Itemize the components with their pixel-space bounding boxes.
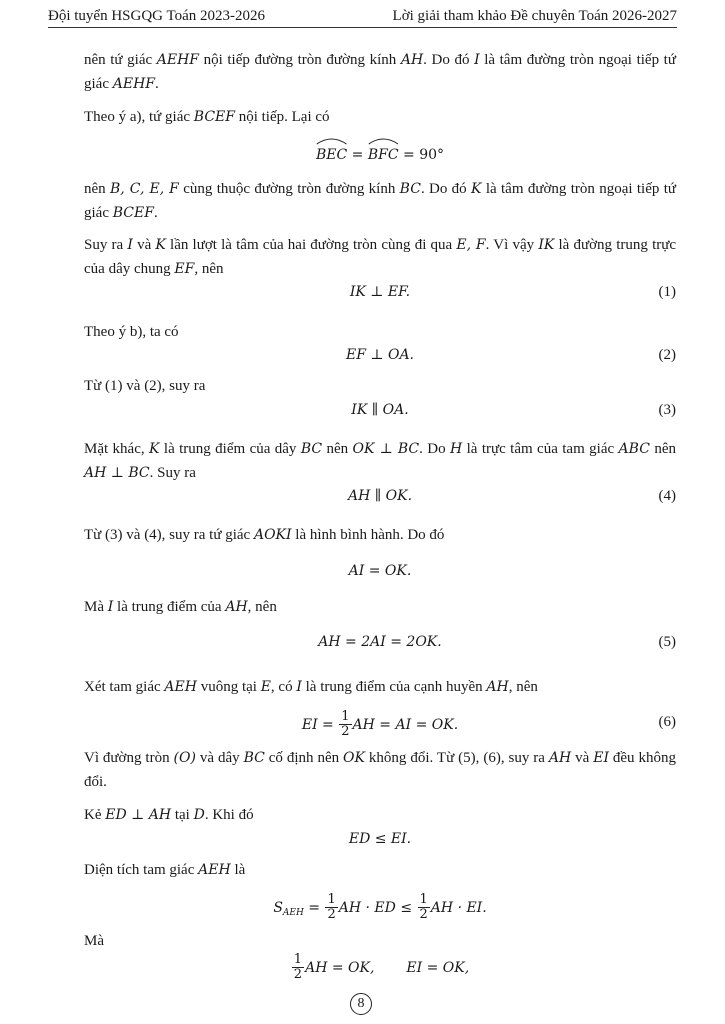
equation-number-2: (2) (658, 347, 676, 363)
page-header (48, 6, 677, 28)
paragraph-bcef-circle: nên B, C, E, F cùng thuộc đường tròn đường kính BC. Do đó K là tâm đường tròn ngoại tiếp tứ giác BCEF. (84, 181, 676, 221)
equation-5: AH = 2AI = 2OK. (5) (84, 630, 676, 654)
header-left-title: Đội tuyển HSGQG Toán 2023-2026 (48, 8, 265, 24)
header-right-title: Lời giải tham khảo Đề chuyên Toán 2026-2027 (392, 8, 677, 24)
angle-bec: BEC (316, 140, 347, 167)
equation-number-6: (6) (658, 714, 676, 730)
page-number: 8 (350, 993, 372, 1015)
fraction-one-half: $\frac{1}{2}$ (419, 892, 428, 922)
equation-1: IK ⊥ EF. (1) (84, 280, 676, 304)
equation-final: $\frac{1}{2}$ AH = OK, EI = OK, (293, 952, 470, 982)
equation-4: AH ∥ OK. (4) (84, 484, 676, 508)
paragraph-ma: Mà (84, 933, 104, 949)
equation-number-4: (4) (658, 488, 676, 504)
equation-ai-ok: AI = OK. (348, 563, 412, 579)
fraction-one-half: $\frac{1}{2}$ (327, 892, 336, 922)
equation-3: IK ∥ OA. (3) (84, 398, 676, 422)
paragraph-midpoint-orthocenter: Mặt khác, K là trung điểm của dây BC nên OK ⊥ BC. Do H là trực tâm của tam giác ABC nên AH ⊥ BC. Suy ra (84, 441, 676, 481)
paragraph-aehf-cyclic: nên tứ giác AEHF nội tiếp đường tròn đường kính AH. Do đó I là tâm đường tròn ngoại tiếp tứ giác AEHF. (84, 52, 676, 92)
equation-ed-ei: ED ≤ EI. (348, 831, 412, 847)
paragraph-midpoint-ah: Mà I là trung điểm của AH, nên (84, 599, 277, 615)
fraction-one-half: $\frac{1}{2}$ (341, 709, 350, 739)
angle-bfc: BFC (368, 140, 399, 167)
equation-number-1: (1) (658, 284, 676, 300)
fraction-one-half: $\frac{1}{2}$ (293, 952, 303, 982)
paragraph-area: Diện tích tam giác AEH là (84, 862, 246, 878)
equation-number-5: (5) (658, 634, 676, 650)
paragraph-perpendicular-bisector: Suy ra I và K lần lượt là tâm của hai đường tròn cùng đi qua E, F. Vì vậy IK là đường trung trực của dây chung EF, nên (84, 237, 677, 277)
equation-right-angles: BEC = BFC = 90° (84, 140, 676, 164)
paragraph-theo-y-b: Theo ý b), ta có (84, 324, 179, 340)
equation-number-3: (3) (658, 402, 676, 418)
equation-area: $S_{AEH}$ = $\frac{1}{2}$ AH · ED ≤ $\frac{1}{2}$ AH · EI. (273, 892, 487, 922)
paragraph-constant: Vì đường tròn (O) và dây BC cố định nên OK không đổi. Từ (5), (6), suy ra AH và EI đều không đổi. (84, 750, 676, 790)
equation-6: EI = $\frac{1}{2}$ AH = AI = OK. (6) (301, 709, 676, 739)
paragraph-tu-1-2: Từ (1) và (2), suy ra (84, 378, 206, 394)
paragraph-draw-ed: Kẻ ED ⊥ AH tại D. Khi đó (84, 807, 254, 823)
paragraph-parallelogram: Từ (3) và (4), suy ra tứ giác AOKI là hình bình hành. Do đó (84, 527, 445, 543)
equation-2: EF ⊥ OA. (2) (84, 343, 676, 367)
paragraph-right-triangle: Xét tam giác AEH vuông tại E, có I là trung điểm của cạnh huyền AH, nên (84, 679, 538, 695)
paragraph-bcef-cyclic: Theo ý a), tứ giác BCEF nội tiếp. Lại có (84, 109, 330, 125)
